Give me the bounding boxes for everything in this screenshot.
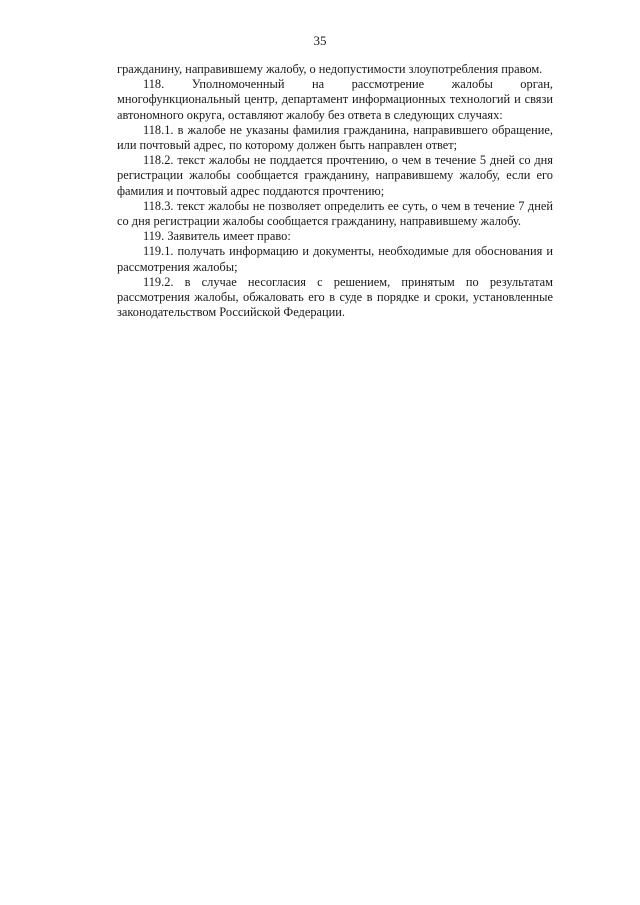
page-number: 35 [313, 33, 327, 48]
paragraph-119: 119. Заявитель имеет право: [143, 229, 291, 244]
paragraph-119-2: 119.2. в случае несогласия с решением, принятым по результатам рассмотрения жалобы, обжаловать его в суде в порядке и сроки, установленные законодательством Российской Федерации. [117, 274, 553, 320]
document-body [117, 62, 553, 320]
paragraph-118-3: 118.3. текст жалобы не позволяет определить ее суть, о чем в течение 7 дней со дня регистрации жалобы сообщается гражданину, направившему жалобу. [117, 198, 553, 229]
paragraph-118-1: 118.1. в жалобе не указаны фамилия гражданина, направившего обращение, или почтовый адрес, по которому должен быть направлен ответ; [117, 122, 553, 153]
paragraph-118: 118. Уполномоченный на рассмотрение жалобы орган, многофункциональный центр, департамент информационных технологий и связи автономного округа, оставляют жалобу без ответа в следующих случаях: [117, 77, 553, 122]
paragraph-119-1: 119.1. получать информацию и документы, необходимые для обоснования и рассмотрения жалобы; [117, 244, 553, 274]
paragraph-118-2: 118.2. текст жалобы не поддается прочтению, о чем в течение 5 дней со дня регистрации жалобы сообщается гражданину, направившему жалобу, если его фамилия и почтовый адрес поддаются прочтению; [117, 153, 553, 198]
paragraph-continuation: гражданину, направившему жалобу, о недопустимости злоупотребления правом. [117, 62, 543, 76]
